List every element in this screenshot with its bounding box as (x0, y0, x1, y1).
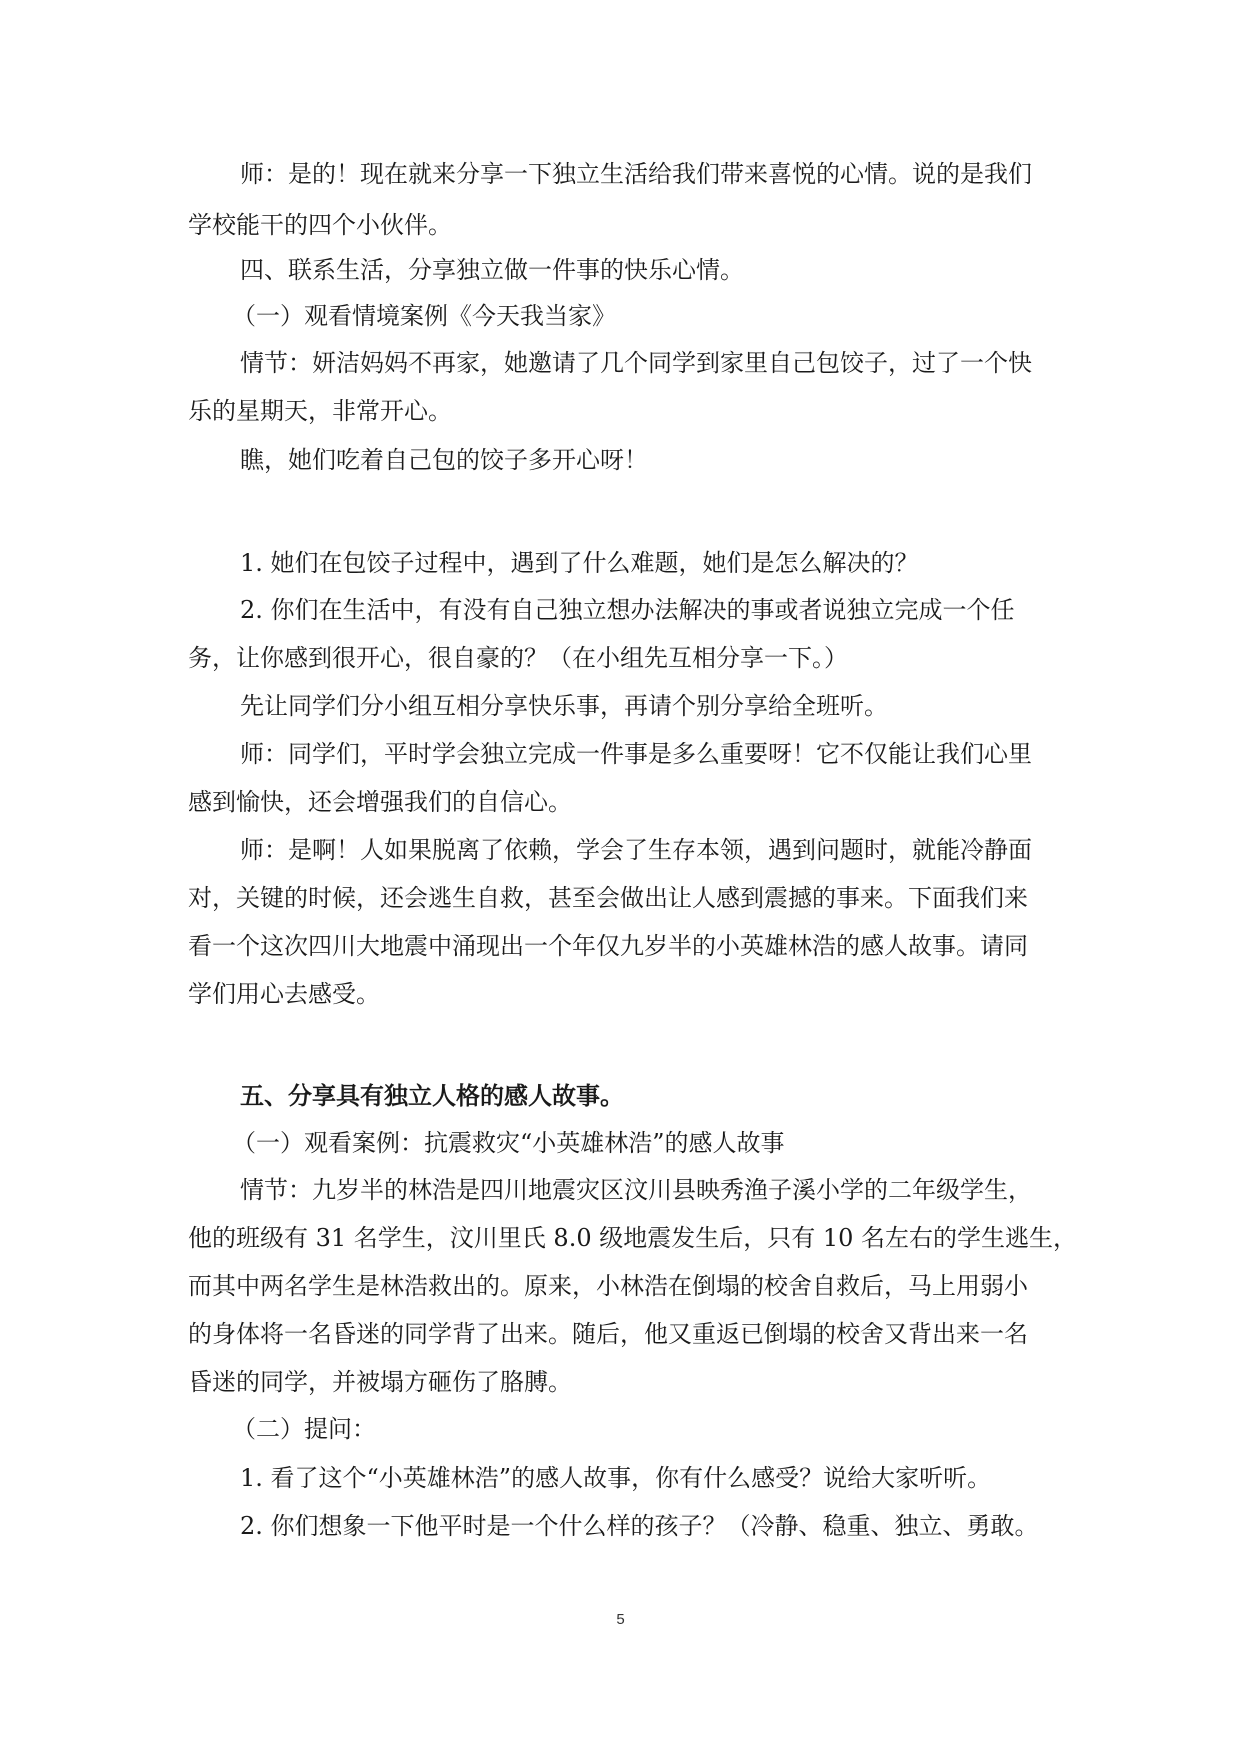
paragraph-line: 他的班级有 31 名学生，汶川里氏 8.0 级地震发生后，只有 10 名左右的学生逃生， (188, 1224, 1078, 1252)
paragraph-line: 乐的星期天，非常开心。 (188, 397, 452, 425)
subsection-heading: （一）观看案例：抗震救灾“小英雄林浩”的感人故事 (232, 1129, 785, 1157)
paragraph-line: 对，关键的时候，还会逃生自救，甚至会做出让人感到震撼的事来。下面我们来 (188, 884, 1028, 912)
paragraph-line: 瞧，她们吃着自己包的饺子多开心呀！ (240, 446, 648, 474)
paragraph-line: 先让同学们分小组互相分享快乐事，再请个别分享给全班听。 (240, 692, 888, 720)
paragraph-line: 师：是啊！人如果脱离了依赖，学会了生存本领，遇到问题时，就能冷静面 (240, 836, 1032, 864)
section-heading-4: 四、联系生活，分享独立做一件事的快乐心情。 (240, 256, 744, 284)
question-line: 1. 看了这个“小英雄林浩”的感人故事，你有什么感受？说给大家听听。 (240, 1464, 992, 1492)
paragraph-line: 情节：妍洁妈妈不再家，她邀请了几个同学到家里自己包饺子，过了一个快 (240, 349, 1032, 377)
paragraph-line: 感到愉快，还会增强我们的自信心。 (188, 788, 572, 816)
paragraph-line: 学校能干的四个小伙伴。 (188, 211, 452, 239)
subsection-heading: （一）观看情境案例《今天我当家》 (232, 302, 616, 330)
paragraph-line: 的身体将一名昏迷的同学背了出来。随后，他又重返已倒塌的校舍又背出来一名 (188, 1320, 1028, 1348)
paragraph-line: 昏迷的同学，并被塌方砸伤了胳膊。 (188, 1368, 572, 1396)
question-line: 1. 她们在包饺子过程中，遇到了什么难题，她们是怎么解决的？ (240, 549, 919, 577)
paragraph-line: 而其中两名学生是林浩救出的。原来，小林浩在倒塌的校舍自救后，马上用弱小 (188, 1272, 1028, 1300)
paragraph-line: 学们用心去感受。 (188, 980, 380, 1008)
question-line: 2. 你们想象一下他平时是一个什么样的孩子？（冷静、稳重、独立、勇敢。 (240, 1512, 1039, 1540)
paragraph-line: 师：是的！现在就来分享一下独立生活给我们带来喜悦的心情。说的是我们 (240, 160, 1032, 188)
question-line: 2. 你们在生活中，有没有自己独立想办法解决的事或者说独立完成一个任 (240, 596, 1015, 624)
subsection-heading: （二）提问： (232, 1415, 376, 1443)
paragraph-line: 情节：九岁半的林浩是四川地震灾区汶川县映秀渔子溪小学的二年级学生， (240, 1176, 1032, 1204)
section-heading-5: 五、分享具有独立人格的感人故事。 (240, 1081, 624, 1110)
paragraph-line: 师：同学们，平时学会独立完成一件事是多么重要呀！它不仅能让我们心里 (240, 740, 1032, 768)
paragraph-line: 看一个这次四川大地震中涌现出一个年仅九岁半的小英雄林浩的感人故事。请同 (188, 932, 1028, 960)
page-number: 5 (616, 1611, 625, 1628)
question-line: 务，让你感到很开心，很自豪的？（在小组先互相分享一下。） (188, 644, 848, 672)
